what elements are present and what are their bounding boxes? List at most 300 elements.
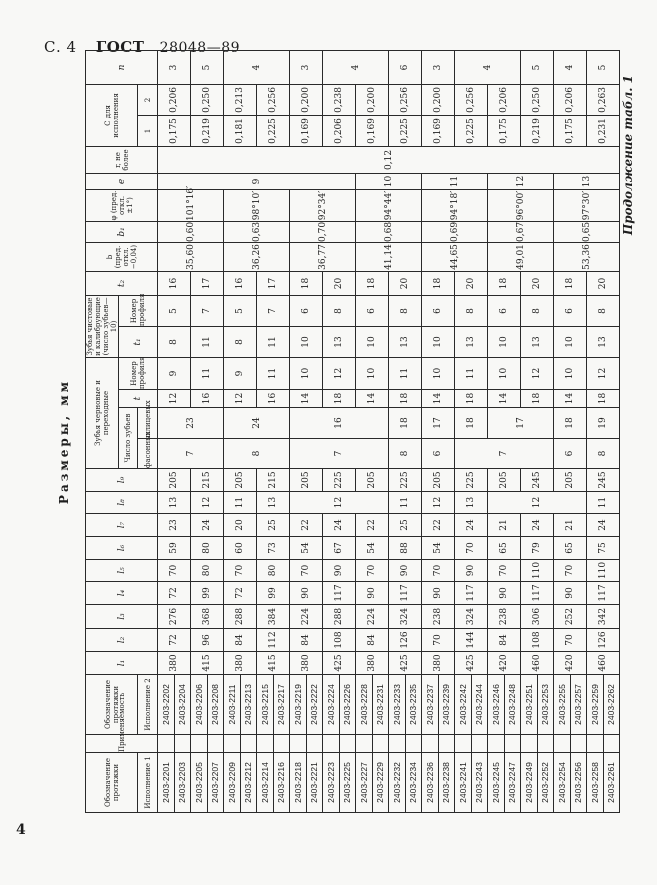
cell-l5: 90 — [389, 560, 422, 582]
cell-l7: 24 — [191, 514, 224, 537]
cell-l2: 84 — [356, 629, 389, 652]
cell-l6: 59 — [158, 537, 191, 560]
cell-c1: 0,219 — [191, 115, 224, 146]
cell-l9: 205 — [422, 469, 455, 492]
cell-profile2: 7 — [191, 295, 224, 326]
cell-profile2: 7 — [257, 295, 290, 326]
header-teeth-count: Число зубьев — [119, 408, 138, 469]
cell-l5: 70 — [158, 560, 191, 582]
cell-l7: 22 — [422, 514, 455, 537]
cell-l1: 380 — [356, 652, 389, 675]
cell-l7: 22 — [290, 514, 323, 537]
header-l5: l₅ — [86, 560, 158, 582]
cell-profile1: 10 — [422, 357, 455, 389]
cell-l8: 13 — [158, 492, 191, 514]
cell-l9: 215 — [257, 469, 290, 492]
cell-c1: 0,169 — [290, 115, 323, 146]
header-shaped: фасонных — [138, 439, 158, 469]
designation-version1: 2403-2252 — [537, 753, 554, 813]
cell-b: 53,36 — [554, 242, 620, 271]
header-profile-no2: Номер профиля — [119, 295, 158, 326]
dimensions-table — [85, 50, 620, 813]
cell-t1: 10 — [356, 326, 389, 357]
header-version1: Исполнение 1 — [138, 753, 158, 813]
cell-l4: 117 — [323, 582, 356, 605]
cell-c2: 0,200 — [356, 84, 389, 115]
cell-profile1: 12 — [587, 357, 620, 389]
cell-l4: 72 — [158, 582, 191, 605]
applicability-cell — [389, 735, 406, 753]
header-l1: l₁ — [86, 652, 158, 675]
cell-l5: 110 — [587, 560, 620, 582]
designation-version1: 2403-2216 — [273, 753, 290, 813]
applicability-cell — [438, 735, 455, 753]
cell-b: 49,01 — [488, 242, 554, 271]
header-c1: 1 — [138, 115, 158, 146]
cell-phi: 97°30′ — [554, 189, 620, 221]
cell-l6: 60 — [224, 537, 257, 560]
cell-l1: 460 — [587, 652, 620, 675]
cell-spline: 18 — [554, 408, 587, 439]
header-version2: Исполнение 2 — [138, 675, 158, 735]
cell-c1: 0,225 — [257, 115, 290, 146]
cell-l1: 380 — [158, 652, 191, 675]
header-c2: 2 — [138, 84, 158, 115]
cell-t2: 20 — [323, 271, 356, 295]
applicability-cell — [422, 735, 439, 753]
cell-l7: 22 — [356, 514, 389, 537]
cell-l2: 70 — [554, 629, 587, 652]
header-l6: l₆ — [86, 537, 158, 560]
designation-version1: 2403-2249 — [521, 753, 538, 813]
cell-c2: 0,206 — [158, 84, 191, 115]
designation-version1: 2403-2243 — [471, 753, 488, 813]
header-b: b (пред. откл. −0,04) — [86, 242, 158, 271]
applicability-cell — [587, 735, 604, 753]
designation-version2: 2403-2226 — [339, 675, 356, 735]
page-number: 4 — [16, 822, 26, 838]
cell-t: 16 — [257, 390, 290, 408]
header-l9: l₉ — [86, 469, 158, 492]
cell-l4: 117 — [455, 582, 488, 605]
applicability-cell — [488, 735, 505, 753]
header-spline: шлицевых — [138, 408, 158, 439]
designation-version2: 2403-2235 — [405, 675, 422, 735]
cell-l5: 70 — [224, 560, 257, 582]
cell-l1: 415 — [257, 652, 290, 675]
cell-c1: 0,175 — [158, 115, 191, 146]
cell-t1: 10 — [422, 326, 455, 357]
cell-l6: 88 — [389, 537, 422, 560]
applicability-cell — [537, 735, 554, 753]
cell-t: 18 — [587, 390, 620, 408]
cell-shaped: 7 — [290, 439, 389, 469]
cell-l6: 54 — [356, 537, 389, 560]
applicability-cell — [323, 735, 340, 753]
cell-l5: 90 — [455, 560, 488, 582]
cell-profile2: 6 — [488, 295, 521, 326]
cell-t: 18 — [521, 390, 554, 408]
cell-spline: 24 — [224, 408, 290, 439]
cell-l3: 288 — [323, 605, 356, 629]
cell-l6: 65 — [488, 537, 521, 560]
cell-profile1: 9 — [224, 357, 257, 389]
cell-l9: 225 — [323, 469, 356, 492]
cell-t: 18 — [455, 390, 488, 408]
cell-phi: 101°16′ — [158, 189, 224, 221]
header-n: n — [86, 50, 158, 84]
cell-l3: 238 — [488, 605, 521, 629]
rotated-table-area — [55, 64, 650, 813]
cell-b1: 0,65 — [554, 221, 620, 242]
cell-l2: 84 — [224, 629, 257, 652]
cell-t: 12 — [224, 390, 257, 408]
cell-l6: 75 — [587, 537, 620, 560]
cell-l4: 90 — [422, 582, 455, 605]
cell-l4: 90 — [488, 582, 521, 605]
cell-t1: 11 — [257, 326, 290, 357]
cell-n: 5 — [191, 50, 224, 84]
cell-n: 4 — [224, 50, 290, 84]
applicability-cell — [471, 735, 488, 753]
cell-t2: 16 — [158, 271, 191, 295]
cell-l2: 144 — [455, 629, 488, 652]
cell-n: 4 — [323, 50, 389, 84]
cell-l4: 90 — [290, 582, 323, 605]
cell-l5: 70 — [422, 560, 455, 582]
cell-l7: 24 — [521, 514, 554, 537]
cell-l2: 84 — [488, 629, 521, 652]
cell-c2: 0,200 — [422, 84, 455, 115]
header-r: r, не более — [86, 146, 158, 173]
cell-c2: 0,263 — [587, 84, 620, 115]
header-rough-teeth: Зубья черновые и переходные — [86, 357, 119, 468]
cell-shaped: 8 — [224, 439, 290, 469]
cell-b1: 0,63 — [224, 221, 290, 242]
cell-spline: 18 — [455, 408, 488, 439]
cell-l3: 368 — [191, 605, 224, 629]
designation-version1: 2403-2229 — [372, 753, 389, 813]
cell-l6: 65 — [554, 537, 587, 560]
designation-version2: 2403-2231 — [372, 675, 389, 735]
designation-version1: 2403-2256 — [570, 753, 587, 813]
cell-spline: 17 — [422, 408, 455, 439]
applicability-cell — [306, 735, 323, 753]
cell-l9: 225 — [389, 469, 422, 492]
applicability-cell — [356, 735, 373, 753]
applicability-cell — [174, 735, 191, 753]
applicability-cell — [372, 735, 389, 753]
header-l4: l₄ — [86, 582, 158, 605]
cell-profile2: 6 — [290, 295, 323, 326]
cell-l6: 54 — [290, 537, 323, 560]
cell-t2: 18 — [422, 271, 455, 295]
cell-l8: 13 — [257, 492, 290, 514]
designation-version1: 2403-2209 — [224, 753, 241, 813]
cell-l9: 205 — [356, 469, 389, 492]
cell-spline: 18 — [389, 408, 422, 439]
cell-profile1: 11 — [389, 357, 422, 389]
designation-version1: 2403-2201 — [158, 753, 175, 813]
cell-b: 44,65 — [422, 242, 488, 271]
cell-e: 10 — [356, 173, 422, 189]
designation-version2: 2403-2204 — [174, 675, 191, 735]
header-designation: Обозначение протяжки — [86, 675, 138, 735]
cell-c1: 0,225 — [455, 115, 488, 146]
cell-l8: 12 — [422, 492, 455, 514]
cell-c1: 0,169 — [422, 115, 455, 146]
cell-c1: 0,175 — [488, 115, 521, 146]
designation-version1: 2403-2227 — [356, 753, 373, 813]
cell-b1: 0,69 — [422, 221, 488, 242]
cell-profile1: 9 — [158, 357, 191, 389]
cell-shaped: 7 — [158, 439, 224, 469]
header-b1: b₁ — [86, 221, 158, 242]
cell-t1: 8 — [224, 326, 257, 357]
cell-t: 14 — [422, 390, 455, 408]
cell-c2: 0,250 — [191, 84, 224, 115]
applicability-cell — [504, 735, 521, 753]
designation-version2: 2403-2253 — [537, 675, 554, 735]
designation-version2: 2403-2228 — [356, 675, 373, 735]
cell-l3: 276 — [158, 605, 191, 629]
cell-l1: 425 — [455, 652, 488, 675]
designation-version1: 2403-2236 — [422, 753, 439, 813]
designation-version1: 2403-2203 — [174, 753, 191, 813]
cell-n: 3 — [290, 50, 323, 84]
header-applicability: Применяемость — [86, 735, 158, 753]
page-label: С. 4 — [44, 38, 77, 56]
designation-version2: 2403-2237 — [422, 675, 439, 735]
cell-l7: 21 — [554, 514, 587, 537]
cell-shaped: 7 — [455, 439, 554, 469]
applicability-cell — [191, 735, 208, 753]
cell-t: 14 — [290, 390, 323, 408]
cell-n: 3 — [158, 50, 191, 84]
designation-version1: 2403-2205 — [191, 753, 208, 813]
header-t: t — [119, 390, 158, 408]
applicability-cell — [290, 735, 307, 753]
designation-version1: 2403-2258 — [587, 753, 604, 813]
cell-l6: 70 — [455, 537, 488, 560]
designation-version1: 2403-2245 — [488, 753, 505, 813]
designation-version1: 2403-2247 — [504, 753, 521, 813]
cell-phi: 92°34′ — [290, 189, 356, 221]
cell-l7: 24 — [323, 514, 356, 537]
cell-profile1: 11 — [257, 357, 290, 389]
standard-label: ГОСТ — [95, 38, 145, 56]
cell-c1: 0,206 — [323, 115, 356, 146]
cell-profile2: 5 — [158, 295, 191, 326]
cell-l9: 205 — [290, 469, 323, 492]
cell-l4: 99 — [191, 582, 224, 605]
cell-phi: 98°10′ — [224, 189, 290, 221]
applicability-cell — [207, 735, 224, 753]
designation-version2: 2403-2239 — [438, 675, 455, 735]
header-profile-no: Номер профиля — [119, 357, 158, 389]
cell-c1: 0,225 — [389, 115, 422, 146]
cell-l5: 70 — [356, 560, 389, 582]
cell-t: 18 — [323, 390, 356, 408]
cell-c2: 0,213 — [224, 84, 257, 115]
applicability-cell — [521, 735, 538, 753]
cell-phi: 94°18′ — [422, 189, 488, 221]
designation-version1: 2403-2238 — [438, 753, 455, 813]
cell-l1: 425 — [323, 652, 356, 675]
cell-t2: 17 — [257, 271, 290, 295]
cell-spline: 23 — [158, 408, 224, 439]
designation-version2: 2403-2206 — [191, 675, 208, 735]
cell-l8: 12 — [191, 492, 224, 514]
cell-c1: 0,231 — [587, 115, 620, 146]
cell-l1: 380 — [290, 652, 323, 675]
cell-l5: 70 — [554, 560, 587, 582]
cell-spline: 19 — [587, 408, 620, 439]
designation-version2: 2403-2259 — [587, 675, 604, 735]
cell-c2: 0,200 — [290, 84, 323, 115]
designation-version2: 2403-2202 — [158, 675, 175, 735]
header-l3: l₃ — [86, 605, 158, 629]
designation-version1: 2403-2241 — [455, 753, 472, 813]
cell-b: 36,26 — [224, 242, 290, 271]
applicability-cell — [158, 735, 175, 753]
designation-version2: 2403-2208 — [207, 675, 224, 735]
designation-version1: 2403-2234 — [405, 753, 422, 813]
header-finish-teeth: Зубья чистовые и калибрующие (число зубьев—10) — [86, 297, 118, 356]
cell-n: 3 — [422, 50, 455, 84]
header-designation: Обозначение протяжки — [86, 753, 138, 813]
cell-l3: 324 — [389, 605, 422, 629]
applicability-cell — [240, 735, 257, 753]
cell-profile1: 10 — [356, 357, 389, 389]
cell-c1: 0,219 — [521, 115, 554, 146]
applicability-cell — [405, 735, 422, 753]
cell-shaped: 8 — [389, 439, 422, 469]
cell-l5: 90 — [323, 560, 356, 582]
cell-t1: 13 — [323, 326, 356, 357]
cell-t1: 13 — [587, 326, 620, 357]
designation-version2: 2403-2257 — [570, 675, 587, 735]
cell-t2: 20 — [521, 271, 554, 295]
cell-l6: 79 — [521, 537, 554, 560]
designation-version2: 2403-2224 — [323, 675, 340, 735]
cell-shaped: 6 — [422, 439, 455, 469]
cell-b1: 0,70 — [290, 221, 356, 242]
cell-t1: 13 — [389, 326, 422, 357]
cell-l6: 80 — [191, 537, 224, 560]
designation-version2: 2403-2244 — [471, 675, 488, 735]
designation-version2: 2403-2219 — [290, 675, 307, 735]
cell-t: 14 — [554, 390, 587, 408]
cell-t1: 8 — [158, 326, 191, 357]
continuation-label: Продолжение табл. 1 — [621, 75, 635, 236]
cell-l5: 70 — [290, 560, 323, 582]
cell-l3: 306 — [521, 605, 554, 629]
designation-version1: 2403-2223 — [323, 753, 340, 813]
cell-t2: 20 — [455, 271, 488, 295]
cell-l7: 20 — [224, 514, 257, 537]
applicability-cell — [455, 735, 472, 753]
cell-l3: 224 — [356, 605, 389, 629]
cell-l1: 415 — [191, 652, 224, 675]
designation-version1: 2403-2207 — [207, 753, 224, 813]
cell-shaped: 8 — [587, 439, 620, 469]
cell-t2: 18 — [554, 271, 587, 295]
header-l2: l₂ — [86, 629, 158, 652]
cell-l7: 23 — [158, 514, 191, 537]
cell-l7: 25 — [389, 514, 422, 537]
cell-e: 11 — [422, 173, 488, 189]
cell-profile2: 6 — [554, 295, 587, 326]
cell-phi: 94°44′ — [356, 189, 422, 221]
cell-profile2: 8 — [389, 295, 422, 326]
applicability-cell — [570, 735, 587, 753]
cell-profile2: 8 — [323, 295, 356, 326]
designation-version1: 2403-2221 — [306, 753, 323, 813]
cell-l8: 12 — [290, 492, 389, 514]
cell-l3: 342 — [587, 605, 620, 629]
cell-b: 35,60 — [158, 242, 224, 271]
cell-l2: 84 — [290, 629, 323, 652]
cell-l2: 72 — [158, 629, 191, 652]
table-title: Размеры, мм — [57, 378, 71, 505]
cell-c1: 0,175 — [554, 115, 587, 146]
cell-n: 5 — [521, 50, 554, 84]
cell-profile1: 12 — [521, 357, 554, 389]
cell-l8: 11 — [389, 492, 422, 514]
applicability-cell — [273, 735, 290, 753]
cell-t1: 13 — [455, 326, 488, 357]
cell-l9: 205 — [158, 469, 191, 492]
cell-l9: 205 — [554, 469, 587, 492]
cell-l1: 420 — [488, 652, 521, 675]
cell-c2: 0,256 — [257, 84, 290, 115]
cell-profile1: 10 — [290, 357, 323, 389]
applicability-cell — [339, 735, 356, 753]
designation-version1: 2403-2261 — [603, 753, 620, 813]
cell-l9: 205 — [488, 469, 521, 492]
cell-b1: 0,67 — [488, 221, 554, 242]
cell-l4: 90 — [554, 582, 587, 605]
cell-c2: 0,238 — [323, 84, 356, 115]
cell-t2: 20 — [389, 271, 422, 295]
cell-t: 14 — [488, 390, 521, 408]
designation-version2: 2403-2211 — [224, 675, 241, 735]
designation-version1: 2403-2254 — [554, 753, 571, 813]
cell-l1: 380 — [422, 652, 455, 675]
designation-version1: 2403-2218 — [290, 753, 307, 813]
cell-l2: 126 — [587, 629, 620, 652]
cell-t: 18 — [389, 390, 422, 408]
cell-l5: 110 — [521, 560, 554, 582]
cell-l4: 90 — [356, 582, 389, 605]
cell-l8: 11 — [587, 492, 620, 514]
cell-l6: 67 — [323, 537, 356, 560]
cell-l3: 252 — [554, 605, 587, 629]
designation-version2: 2403-2262 — [603, 675, 620, 735]
cell-t1: 13 — [521, 326, 554, 357]
cell-c2: 0,250 — [521, 84, 554, 115]
cell-l9: 245 — [587, 469, 620, 492]
header-row — [86, 50, 119, 812]
cell-n: 4 — [554, 50, 587, 84]
cell-t2: 18 — [488, 271, 521, 295]
cell-profile2: 8 — [455, 295, 488, 326]
cell-c2: 0,256 — [389, 84, 422, 115]
applicability-cell — [224, 735, 241, 753]
cell-e: 9 — [158, 173, 356, 189]
cell-l2: 126 — [389, 629, 422, 652]
